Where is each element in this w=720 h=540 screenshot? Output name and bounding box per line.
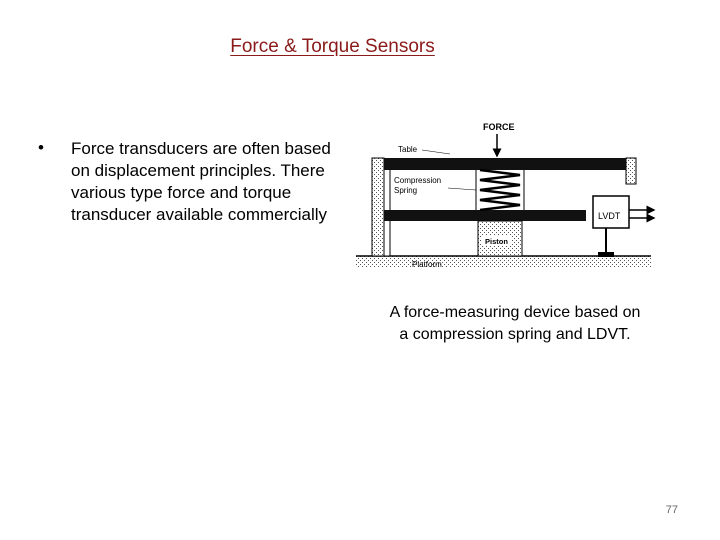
left-support-outer — [372, 158, 384, 256]
label-compression: Compression — [394, 176, 442, 185]
bullet-point — [38, 138, 342, 248]
page-number: 77 — [665, 504, 678, 516]
label-force: FORCE — [483, 122, 515, 132]
platform-ground — [356, 256, 651, 268]
force-sensor-diagram — [342, 118, 658, 278]
left-support-inner — [384, 162, 390, 256]
compression-spring — [480, 170, 520, 210]
lvdt-base — [598, 252, 614, 257]
leader-table — [422, 150, 450, 154]
bullet-marker: • — [38, 138, 44, 157]
figure-caption: A force-measuring device based on a compression spring and LDVT. — [389, 304, 641, 343]
label-piston: Piston — [485, 237, 508, 246]
leader-spring — [448, 188, 476, 190]
slide-title: Force & Torque Sensors — [230, 36, 435, 57]
label-platform: Platform — [412, 260, 442, 269]
label-lvdt: LVDT — [598, 211, 621, 221]
right-support — [626, 158, 636, 184]
label-spring: Spring — [394, 186, 418, 195]
bullet-text: Force transducers are often based on displacement principles. There various type force and torque transducer available commercially — [71, 139, 331, 224]
middle-bar — [384, 210, 586, 221]
label-table: Table — [398, 145, 418, 154]
table-bar — [384, 158, 626, 170]
